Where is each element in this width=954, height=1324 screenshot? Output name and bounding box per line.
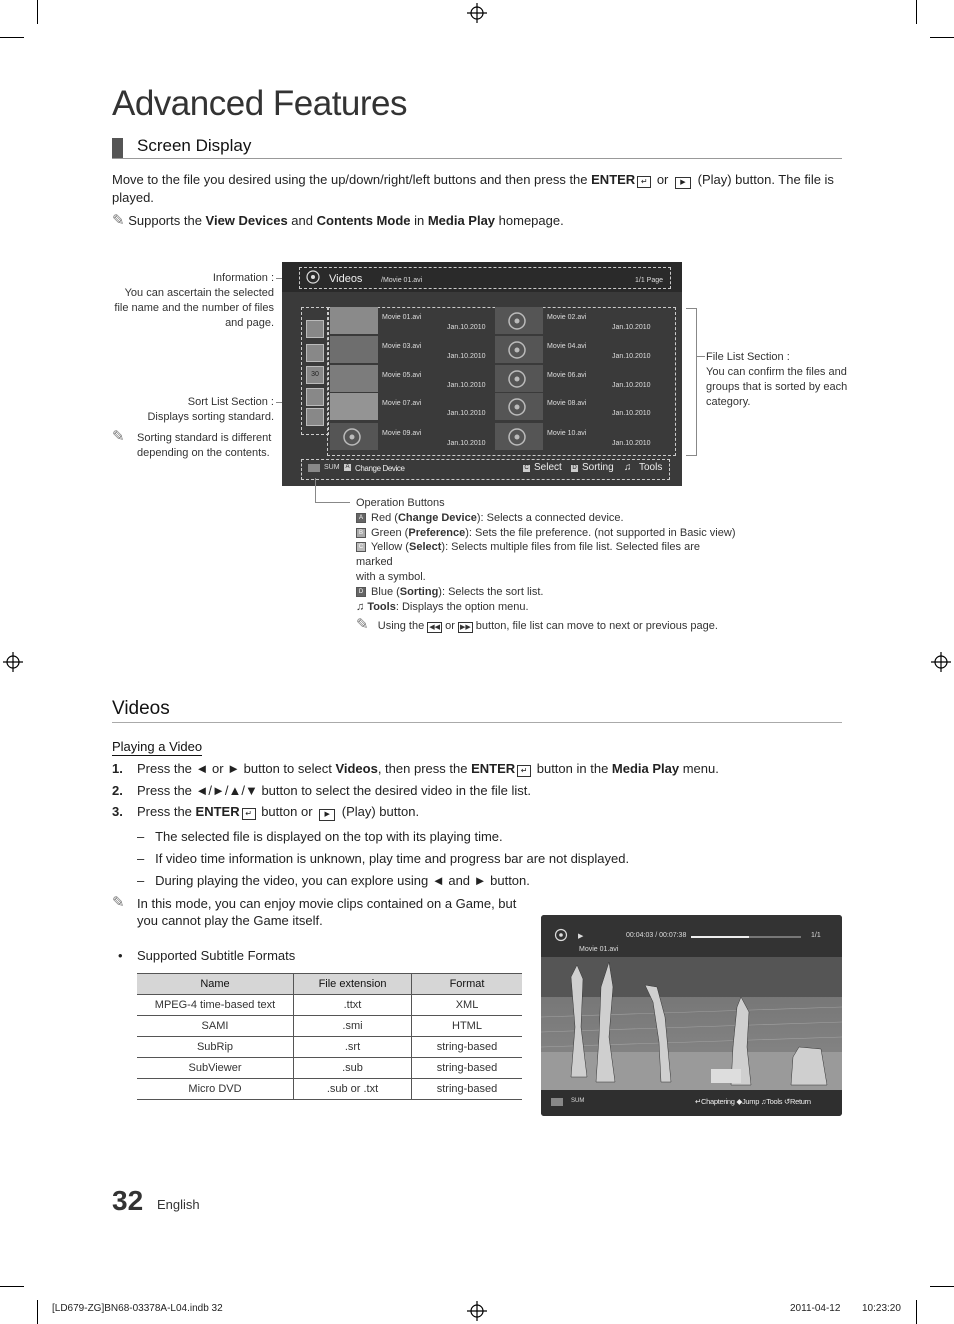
device-icon <box>551 1098 563 1106</box>
file-date: Jan.10.2010 <box>612 382 651 389</box>
yellow-c-icon: C <box>356 542 366 552</box>
file-thumbnail <box>495 423 543 450</box>
table-cell: .srt <box>294 1037 412 1058</box>
film-reel-icon <box>495 365 543 392</box>
play-icon: ▶ <box>319 809 335 821</box>
tools-icon: ♫ <box>760 1097 767 1106</box>
file-list-item[interactable] <box>495 423 655 450</box>
enter-icon: ↵ <box>517 765 531 777</box>
table-row <box>137 1016 522 1037</box>
video-frame-image <box>541 957 842 1090</box>
file-list-item[interactable] <box>495 393 655 420</box>
file-date: Jan.10.2010 <box>447 324 486 331</box>
category-label: Videos <box>329 273 363 285</box>
select-button[interactable]: Select <box>534 462 562 473</box>
enter-icon: ↵ <box>637 176 651 188</box>
column-header: Name <box>137 974 294 995</box>
table-cell: MPEG-4 time-based text <box>137 995 294 1016</box>
table-cell: string-based <box>412 1079 523 1100</box>
table-cell: string-based <box>412 1058 523 1079</box>
footer-date: 2011-04-12 <box>790 1303 841 1314</box>
operation-buttons-callout: Operation Buttons A Red (Change Device): Selects a connected device. B Green (Preference): Sets the file preference. (not supported in Basic view) C Yellow (Select): Selects multiple files from file list. Selected files are marked with a symbol. D Blue (Sorting): Selects the sort list. ♫ Tools: Displays the option menu. ✎ Using the ◀◀ or ▶▶ button, file list can move to next or previous page. <box>356 497 736 634</box>
table-row <box>137 1037 522 1058</box>
tools-note-icon: ♫ <box>356 600 368 613</box>
device-icon <box>308 464 320 472</box>
chaptering-button[interactable]: Chaptering <box>700 1097 735 1106</box>
file-count: 1/1 <box>811 932 821 939</box>
table-cell: XML <box>412 995 523 1016</box>
note-pencil-icon: ✎ <box>112 894 125 911</box>
file-name: Movie 04.avi <box>547 343 587 350</box>
table-cell: SubViewer <box>137 1058 294 1079</box>
film-reel-icon <box>330 423 378 450</box>
file-name: Movie 07.avi <box>382 400 422 407</box>
column-header: Format <box>412 974 523 995</box>
detail-1: – The selected file is displayed on the top with its playing time. <box>137 829 503 844</box>
video-player-screen <box>541 915 842 1116</box>
jump-button[interactable]: Jump <box>741 1097 760 1106</box>
film-reel-icon <box>495 393 543 420</box>
table-cell: .sub <box>294 1058 412 1079</box>
section-heading-videos <box>112 698 842 723</box>
page-number: 32 <box>112 1185 144 1216</box>
section-heading <box>112 136 842 159</box>
registration-mark-icon <box>467 1301 487 1321</box>
file-name: Movie 05.avi <box>382 372 422 379</box>
table-cell: .smi <box>294 1016 412 1037</box>
sort-preference-icon[interactable] <box>306 408 324 426</box>
callout-sort-list: Sort List Section : Displays sorting standard. <box>147 396 274 423</box>
section-title: Screen Display <box>137 136 252 155</box>
film-reel-icon <box>495 423 543 450</box>
file-path: /Movie 01.avi <box>381 277 423 284</box>
note-pencil-icon: ✎ <box>112 428 125 445</box>
file-thumbnail <box>330 307 378 334</box>
video-category-icon <box>305 270 321 284</box>
file-thumbnail <box>495 307 543 334</box>
file-date: Jan.10.2010 <box>612 410 651 417</box>
player-sum-label: SUM <box>571 1098 585 1104</box>
red-a-icon: A <box>356 513 366 523</box>
play-icon: ▶ <box>675 177 691 189</box>
note-supports: ✎ Supports the View Devices and Contents Mode in Media Play homepage. <box>112 212 564 229</box>
table-cell: SubRip <box>137 1037 294 1058</box>
note-pencil-icon: ✎ <box>356 616 369 634</box>
file-list-item[interactable] <box>495 307 655 334</box>
file-list-item[interactable] <box>495 336 655 363</box>
table-cell: HTML <box>412 1016 523 1037</box>
registration-mark-icon <box>467 3 487 23</box>
column-header: File extension <box>294 974 412 995</box>
enter-icon: ↵ <box>242 808 256 820</box>
media-play-screen <box>282 262 682 486</box>
bottom-sum-label: SUM <box>324 464 340 471</box>
section-title: Videos <box>112 698 170 719</box>
table-cell: Micro DVD <box>137 1079 294 1100</box>
sort-calendar-icon[interactable]: 30 <box>306 366 324 384</box>
file-name: Movie 02.avi <box>547 314 587 321</box>
tools-icon: ♫ <box>624 462 632 473</box>
fast-forward-icon: ▶▶ <box>459 624 471 632</box>
sort-title-icon[interactable] <box>306 388 324 406</box>
table-row <box>137 1058 522 1079</box>
film-reel-icon <box>495 336 543 363</box>
play-time: 00:04:03 / 00:07:38 <box>626 932 687 939</box>
file-thumbnail <box>330 365 378 392</box>
intro-paragraph: Move to the file you desired using the up/down/right/left buttons and then press the ENTER ↵ or ▶ (Play) button. The file is played. <box>112 172 834 205</box>
table-row <box>137 1079 522 1100</box>
page-language: English <box>157 1197 200 1212</box>
file-thumbnail <box>495 336 543 363</box>
file-date: Jan.10.2010 <box>612 353 651 360</box>
file-date: Jan.10.2010 <box>612 440 651 447</box>
file-date: Jan.10.2010 <box>447 353 486 360</box>
bullet-subtitle-formats: • Supported Subtitle Formats <box>118 948 296 963</box>
file-thumbnail <box>330 423 378 450</box>
video-category-icon <box>554 928 568 942</box>
callout-information: Information : You can ascertain the selected file name and the number of files and page. <box>114 272 274 329</box>
page-title: Advanced Features <box>112 84 408 123</box>
table-cell: .sub or .txt <box>294 1079 412 1100</box>
detail-2: – If video time information is unknown, play time and progress bar are not displayed. <box>137 851 630 866</box>
red-a-button-icon[interactable]: A <box>345 464 350 470</box>
blue-d-icon: D <box>356 587 366 597</box>
file-name: Movie 06.avi <box>547 372 587 379</box>
progress-fill <box>691 936 749 938</box>
footer-time: 10:23:20 <box>862 1303 901 1314</box>
registration-mark-icon <box>3 652 23 672</box>
file-name: Movie 10.avi <box>547 430 587 437</box>
file-list-item[interactable] <box>330 393 490 420</box>
enter-icon: ↵ <box>695 1097 701 1106</box>
yellow-c-button-icon[interactable]: C <box>524 465 529 471</box>
progress-bar[interactable] <box>691 936 801 938</box>
return-icon: ↺ <box>784 1097 791 1106</box>
page-indicator: 1/1 Page <box>635 277 664 284</box>
file-thumbnail <box>495 365 543 392</box>
file-thumbnail <box>330 393 378 420</box>
blue-d-button-icon[interactable]: D <box>572 465 577 471</box>
current-file: Movie 01.avi <box>579 946 619 953</box>
return-button[interactable]: Return <box>790 1097 811 1106</box>
sorting-button[interactable]: Sorting <box>582 462 614 473</box>
change-device-button[interactable]: Change Device <box>355 464 405 473</box>
heading-bar <box>112 138 123 158</box>
sort-date-icon[interactable] <box>306 344 324 362</box>
note-game: ✎ In this mode, you can enjoy movie clips contained on a Game, but you cannot play the Game itself. <box>112 894 517 928</box>
file-thumbnail <box>495 393 543 420</box>
file-list-item[interactable] <box>330 336 490 363</box>
file-date: Jan.10.2010 <box>447 382 486 389</box>
file-name: Movie 09.avi <box>382 430 422 437</box>
file-date: Jan.10.2010 <box>447 410 486 417</box>
detail-3: – During playing the video, you can explore using ◄ and ► button. <box>137 873 530 888</box>
arrows-icon: ◆ <box>736 1097 742 1106</box>
table-cell: SAMI <box>137 1016 294 1037</box>
file-list-item[interactable] <box>330 365 490 392</box>
green-b-icon: B <box>356 528 366 538</box>
file-name: Movie 08.avi <box>547 400 587 407</box>
file-name: Movie 03.avi <box>382 343 422 350</box>
file-list-item[interactable] <box>495 365 655 392</box>
film-reel-icon <box>495 307 543 334</box>
file-thumbnail <box>330 336 378 363</box>
table-cell: string-based <box>412 1037 523 1058</box>
file-date: Jan.10.2010 <box>447 440 486 447</box>
callout-file-list: File List Section : You can confirm the files and groups that is sorted by each category. <box>706 351 848 408</box>
play-state-icon: ▶ <box>578 933 584 940</box>
subtitle-formats-table <box>137 973 522 1100</box>
footer-file: [LD679-ZG]BN68-03378A-L04.indb 32 <box>52 1303 223 1314</box>
subheading-playing-video: Playing a Video <box>112 739 203 754</box>
table-row <box>137 995 522 1016</box>
registration-mark-icon <box>931 652 951 672</box>
file-date: Jan.10.2010 <box>612 324 651 331</box>
file-list-item[interactable] <box>330 423 490 450</box>
tools-button[interactable]: Tools <box>766 1097 783 1106</box>
callout-sort-note: ✎ Sorting standard is different depending on the contents. <box>112 428 272 459</box>
sort-folder-icon[interactable] <box>306 320 324 338</box>
note-pencil-icon: ✎ <box>112 212 125 229</box>
table-cell: .ttxt <box>294 995 412 1016</box>
rewind-icon: ◀◀ <box>429 624 441 632</box>
file-list-item[interactable] <box>330 307 490 334</box>
tools-button[interactable]: Tools <box>639 462 663 473</box>
player-controls <box>695 1097 811 1106</box>
file-name: Movie 01.avi <box>382 314 422 321</box>
